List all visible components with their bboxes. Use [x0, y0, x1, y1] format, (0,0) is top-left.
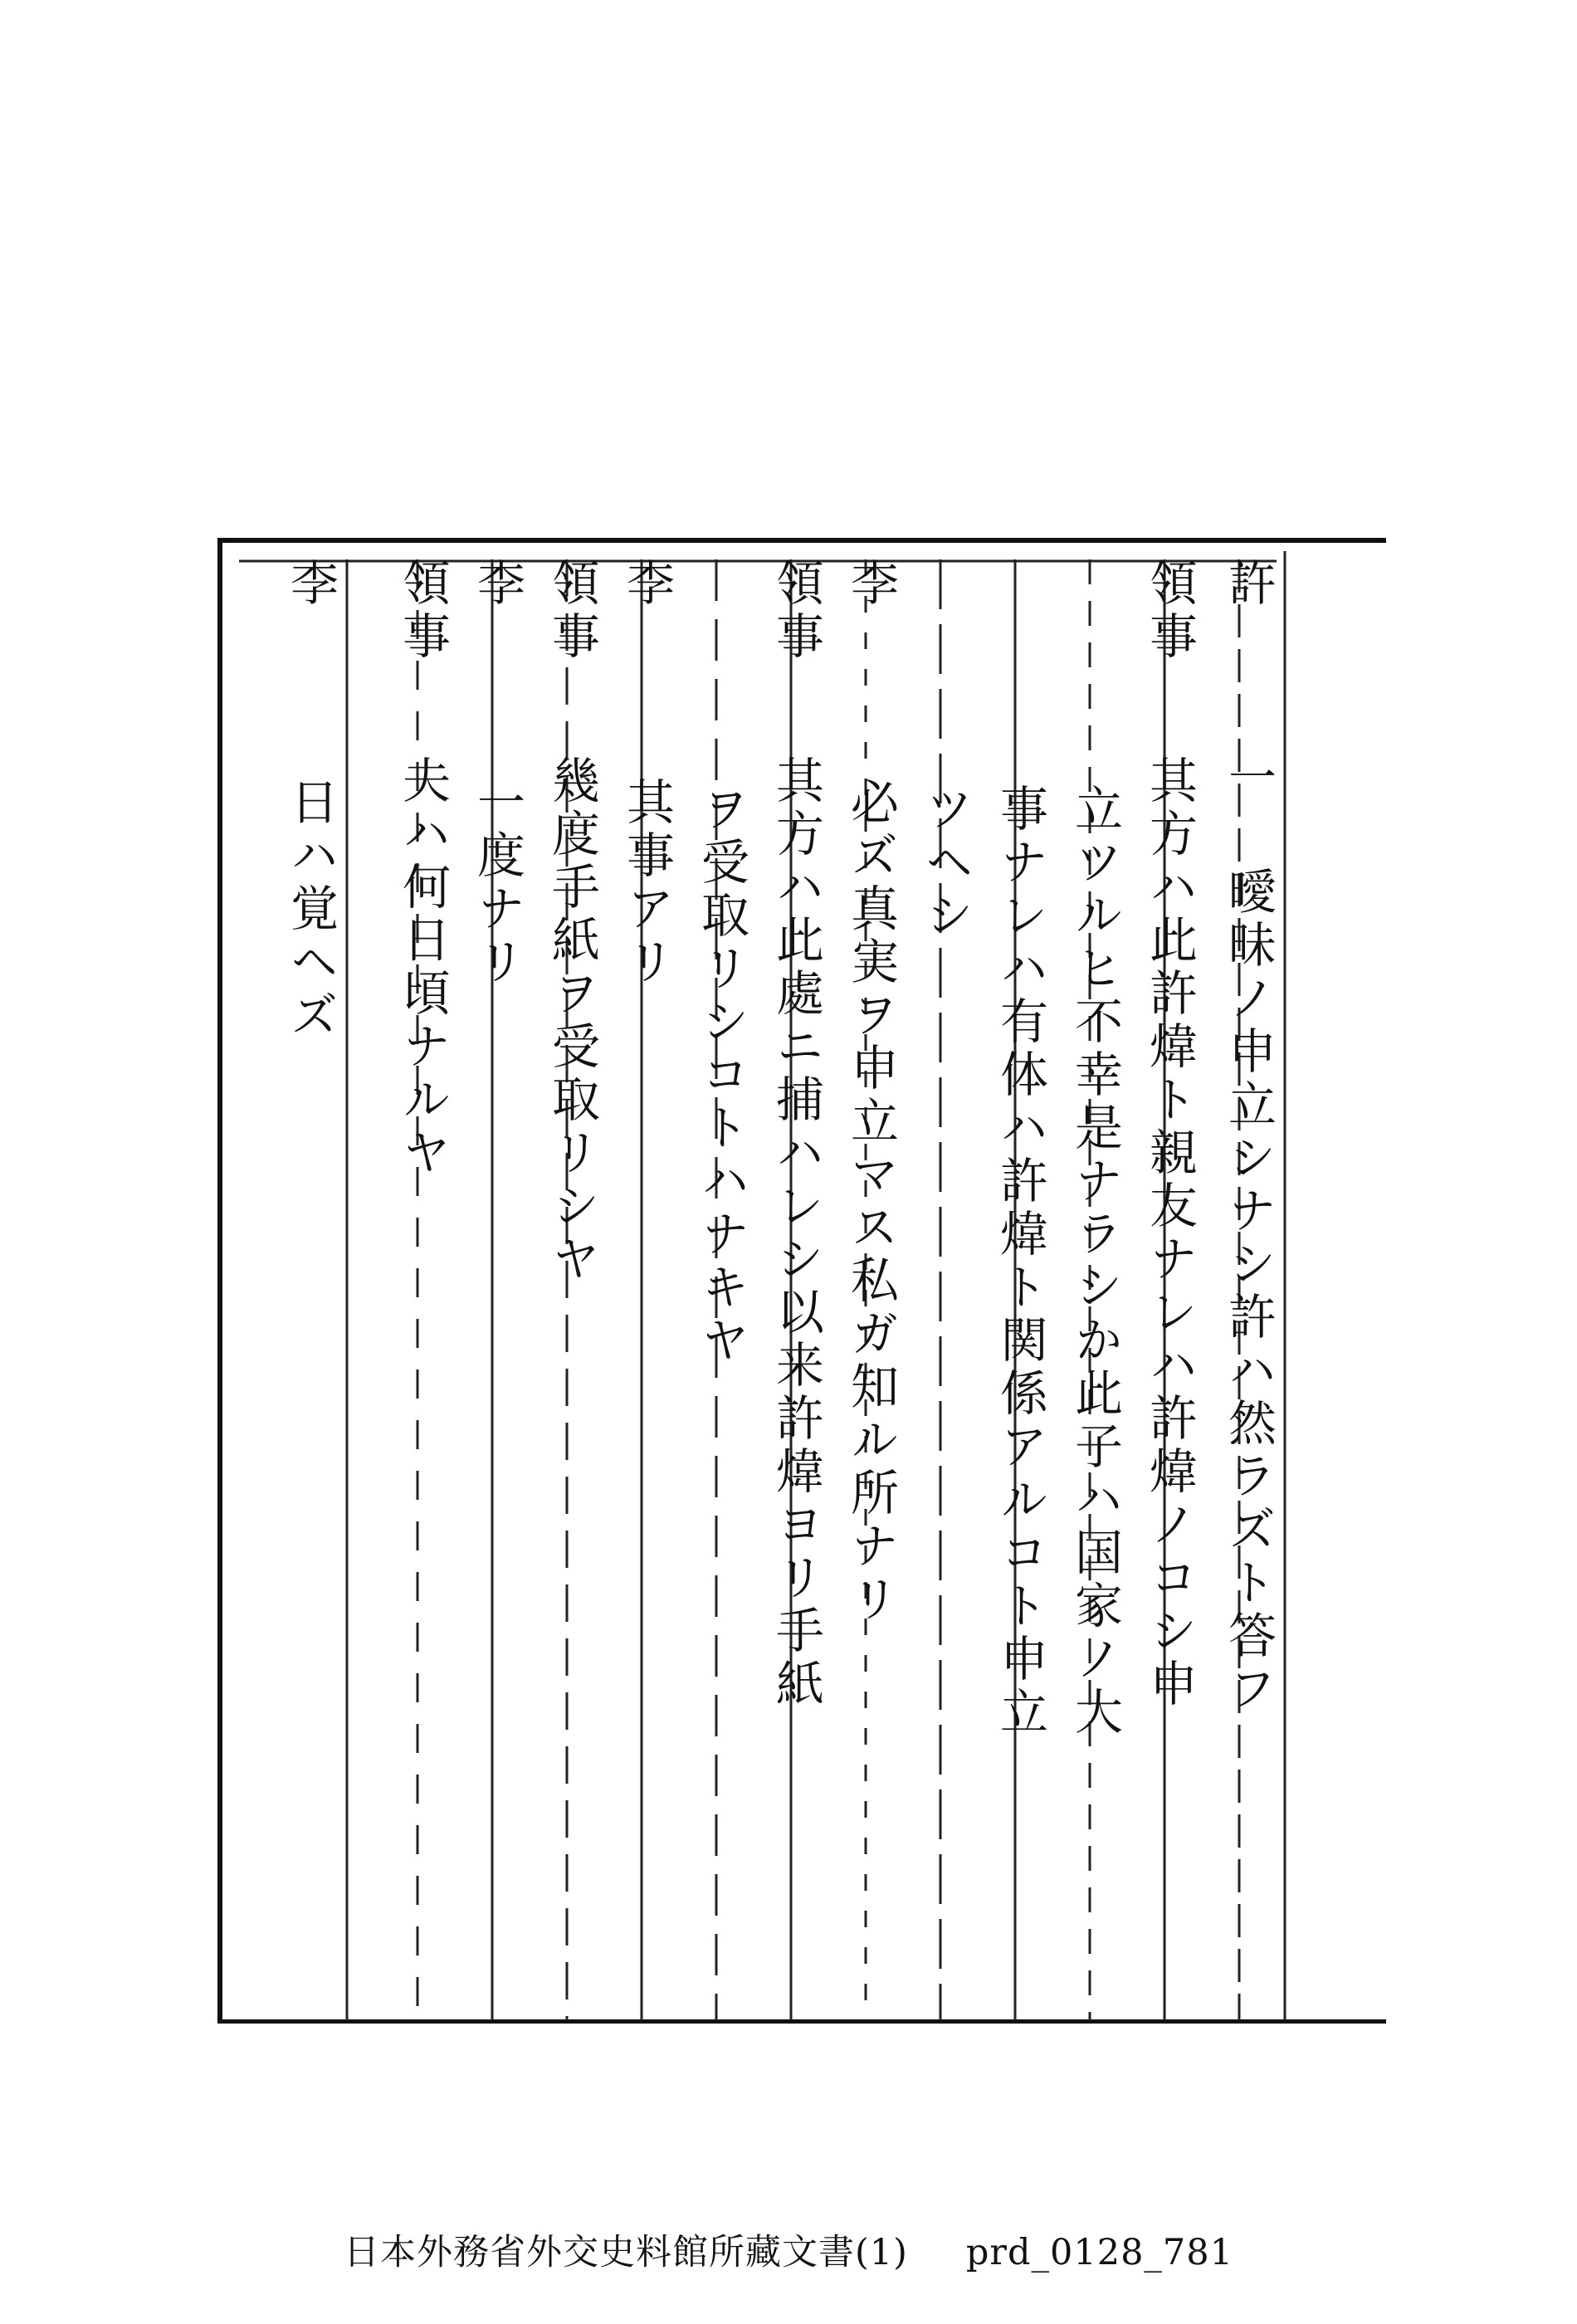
text-column-10	[534, 558, 610, 1286]
speaker-label: 李	[469, 558, 525, 611]
text-column-7	[758, 558, 834, 1711]
page-footer	[0, 2224, 1577, 2275]
source-citation: 日本外務省外交史料館所藏文書(1)	[343, 2232, 908, 2273]
speaker-label: 領事	[1141, 558, 1198, 664]
text-column-2	[1131, 558, 1208, 1711]
text-column-6	[832, 558, 909, 1627]
text-column-13	[272, 558, 349, 1042]
column-text: ツヘシ	[917, 784, 974, 943]
column-text: 立ツルヒ不幸是ナラシか此子ハ国家ノ大	[1067, 784, 1123, 1740]
text-column-4	[982, 784, 1058, 1740]
column-text: 夫ハ何日頃ナルヤ	[394, 755, 451, 1180]
speaker-label: 李	[842, 558, 899, 611]
text-column-5	[907, 784, 984, 943]
text-column-3	[1057, 784, 1133, 1740]
column-text: 一度ナリ	[469, 777, 525, 989]
speaker-label: 許	[1220, 558, 1277, 611]
text-column-8	[683, 784, 759, 1368]
speaker-label: 李	[282, 558, 339, 611]
speaker-label: 領事	[394, 558, 451, 664]
text-column-11	[459, 558, 535, 989]
column-text: ヲ受取リシコトハナキヤ	[693, 784, 749, 1368]
text-column-1	[1210, 558, 1286, 1716]
column-text: 其方ハ此許煒ト親友ナレハ許煒ノコシ申	[1141, 755, 1198, 1711]
text-column-12	[384, 558, 461, 1180]
column-text: 其事アリ	[618, 777, 675, 989]
document-page	[217, 538, 1386, 2024]
document-id: prd_0128_781	[965, 2232, 1234, 2273]
column-text: 其方ハ此處ニ捕ハレシ以来許煒ヨリ手紙	[768, 755, 824, 1711]
text-column-9	[608, 558, 685, 989]
column-text: 必ズ真実ヲ申立マス私ガ知ル所ナリ	[842, 777, 899, 1627]
speaker-label: 領事	[768, 558, 824, 664]
speaker-label: 領事	[544, 558, 600, 664]
speaker-label: 李	[618, 558, 675, 611]
column-text: 一 曖昧ノ申立シナシ許ハ然ラズト答フ	[1220, 752, 1277, 1716]
column-text: 事ナレハ有体ハ許煒ト関係アルコト申立	[992, 784, 1048, 1740]
column-text: 幾度手紙ヲ受取リシヤ	[544, 755, 600, 1286]
column-text: 日ハ覚ヘズ	[282, 777, 339, 1042]
